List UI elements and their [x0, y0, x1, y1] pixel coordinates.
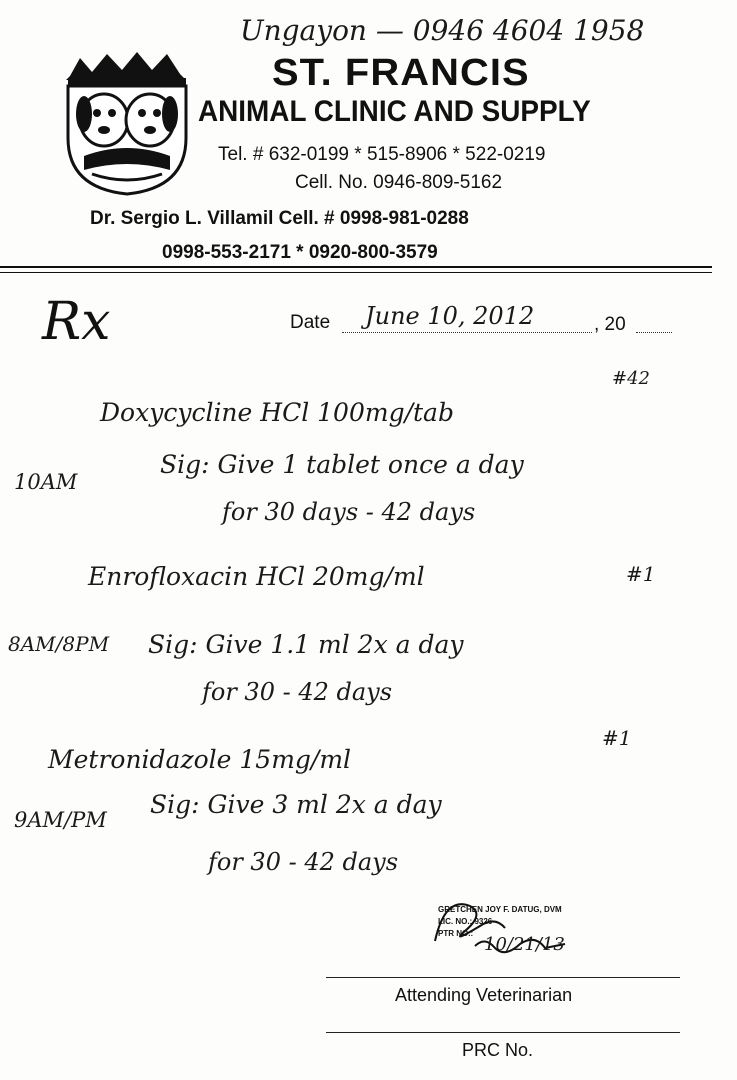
date-value: June 10, 2012	[365, 302, 535, 330]
rx3-count: #1	[602, 726, 632, 750]
rx2-drug: Enrofloxacin HCl 20mg/ml	[88, 562, 425, 591]
clinic-name: ST. FRANCIS	[272, 52, 530, 94]
rx-symbol: Rx	[42, 292, 111, 352]
rx3-duration: for 30 - 42 days	[208, 848, 399, 876]
rx3-drug: Metronidazole 15mg/ml	[48, 745, 352, 774]
rx1-time: 10AM	[14, 470, 78, 494]
stamp-name: GRETCHEN JOY F. DATUG, DVM	[438, 905, 562, 914]
rx1-duration: for 30 days - 42 days	[222, 498, 476, 526]
header-divider-thin	[0, 272, 712, 273]
rx1-count: #42	[612, 368, 650, 389]
date-year-prefix: , 20	[594, 314, 626, 335]
prc-line	[326, 1032, 680, 1033]
rx1-drug: Doxycycline HCl 100mg/tab	[100, 398, 454, 427]
rx2-count: #1	[626, 562, 656, 586]
date-label: Date	[290, 312, 331, 333]
doctor-info: Dr. Sergio L. Villamil Cell. # 0998-981-0288	[90, 208, 469, 229]
date-line	[342, 332, 592, 333]
rx1-sig: Sig: Give 1 tablet once a day	[160, 450, 524, 479]
clinic-cellphone: Cell. No. 0946-809-5162	[295, 172, 503, 193]
attending-line	[326, 977, 680, 978]
date-year-line	[636, 332, 672, 333]
clinic-subtitle: ANIMAL CLINIC AND SUPPLY	[198, 95, 591, 128]
attending-label: Attending Veterinarian	[395, 985, 573, 1005]
rx2-duration: for 30 - 42 days	[202, 678, 393, 706]
rx2-sig: Sig: Give 1.1 ml 2x a day	[148, 630, 464, 659]
prc-label: PRC No.	[462, 1040, 534, 1060]
header-divider	[0, 266, 712, 268]
stamp-license: LIC. NO.: 9326	[438, 917, 493, 926]
dog-logo-icon	[62, 48, 192, 198]
clinic-telephone: Tel. # 632-0199 * 515-8906 * 522-0219	[218, 144, 546, 165]
handwritten-phone-note: Ungayon — 0946 4604 1958	[240, 14, 645, 47]
rx3-sig: Sig: Give 3 ml 2x a day	[150, 790, 442, 819]
stamp-ptr: PTR NO.:	[438, 929, 474, 938]
doctor-numbers: 0998-553-2171 * 0920-800-3579	[162, 242, 438, 263]
rx3-time: 9AM/PM	[14, 808, 107, 832]
clinic-logo	[62, 48, 192, 198]
rx2-time: 8AM/8PM	[8, 632, 110, 656]
signature-text: 10/21/13	[484, 934, 565, 955]
